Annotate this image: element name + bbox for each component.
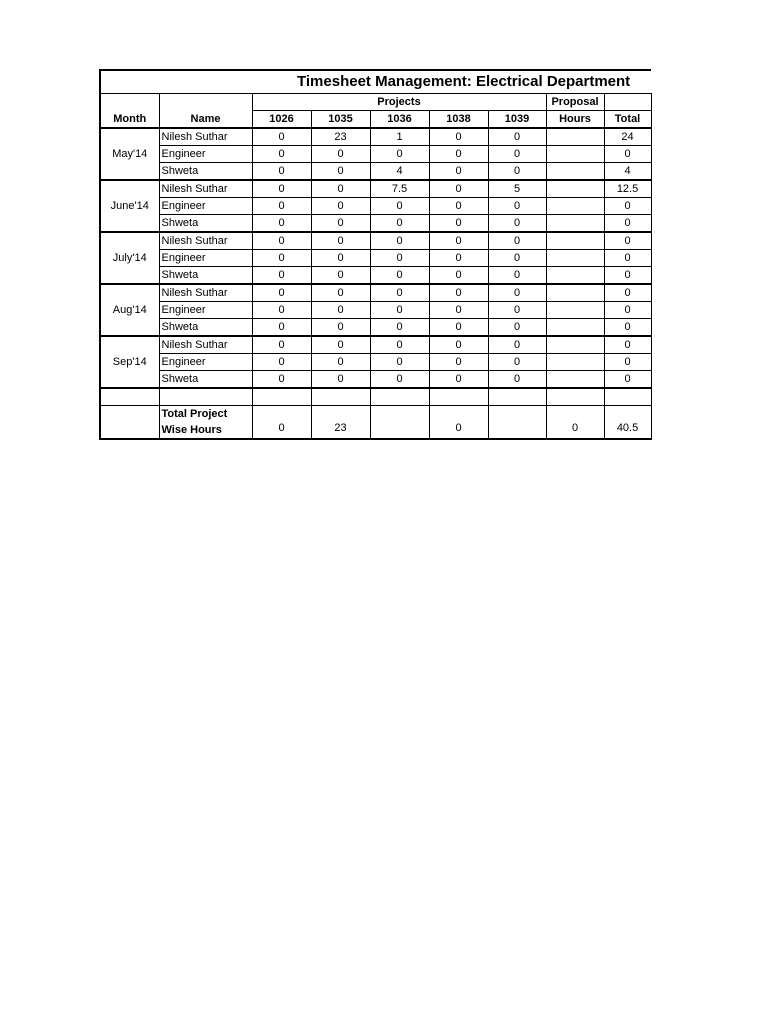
name-cell: Engineer [159,250,252,267]
project-hours-cell: 4 [370,163,429,181]
proposal-hours-cell [546,284,604,302]
project-hours-cell: 0 [252,336,311,354]
project-hours-cell: 23 [311,128,370,146]
table-row [100,250,651,267]
month-header: Month [100,94,159,129]
project-hours-cell: 0 [429,146,488,163]
project-hours-cell: 0 [488,336,546,354]
proposal-header-line1: Proposal [546,94,604,111]
project-hours-cell: 0 [370,319,429,337]
row-total-cell: 0 [604,146,651,163]
row-total-cell: 0 [604,284,651,302]
project-hours-cell: 1 [370,128,429,146]
project-total-cell: 23 [311,406,370,440]
timesheet [99,69,650,440]
name-cell: Engineer [159,302,252,319]
project-hours-cell: 0 [429,354,488,371]
project-hours-cell: 0 [311,215,370,233]
empty-cell [252,388,311,406]
timesheet-table [99,69,652,440]
project-hours-cell: 0 [252,163,311,181]
project-hours-cell: 0 [252,319,311,337]
row-total-cell: 12.5 [604,180,651,198]
proposal-header-line2: Hours [546,111,604,129]
table-row [100,128,651,146]
row-total-cell: 4 [604,163,651,181]
name-header: Name [159,94,252,129]
project-total-cell: 0 [429,406,488,440]
row-total-cell: 0 [604,232,651,250]
project-hours-cell: 0 [311,354,370,371]
name-cell: Nilesh Suthar [159,232,252,250]
totals-label-line2: Wise Hours [161,424,222,436]
project-total-cell [488,406,546,440]
row-total-cell: 0 [604,354,651,371]
project-hours-cell: 0 [370,371,429,389]
project-hours-cell: 0 [370,146,429,163]
table-row [100,232,651,250]
table-row [100,354,651,371]
row-total-cell: 24 [604,128,651,146]
row-total-cell: 0 [604,371,651,389]
projects-header: Projects [252,94,546,111]
project-hours-cell: 0 [311,302,370,319]
table-row [100,302,651,319]
name-cell: Nilesh Suthar [159,180,252,198]
project-hours-cell: 0 [429,302,488,319]
proposal-hours-cell [546,232,604,250]
row-total-cell: 0 [604,267,651,285]
month-cell: Aug'14 [100,284,159,336]
month-cell: May'14 [100,128,159,180]
project-hours-cell: 5 [488,180,546,198]
table-row [100,284,651,302]
name-cell: Nilesh Suthar [159,128,252,146]
proposal-hours-cell [546,198,604,215]
sheet-title: Timesheet Management: Electrical Department [100,70,651,94]
table-row [100,198,651,215]
row-total-cell: 0 [604,215,651,233]
project-hours-cell: 0 [252,232,311,250]
project-hours-cell: 0 [429,215,488,233]
project-hours-cell: 0 [488,267,546,285]
project-hours-cell: 0 [429,267,488,285]
project-hours-cell: 0 [311,250,370,267]
name-cell: Nilesh Suthar [159,284,252,302]
project-hours-cell: 0 [311,267,370,285]
project-hours-cell: 0 [429,336,488,354]
project-hours-cell: 0 [370,284,429,302]
proposal-hours-cell [546,180,604,198]
name-cell: Engineer [159,354,252,371]
project-hours-cell: 0 [429,180,488,198]
project-hours-cell: 0 [370,215,429,233]
project-hours-cell: 0 [311,146,370,163]
empty-cell [311,388,370,406]
project-hours-cell: 0 [370,336,429,354]
project-hours-cell: 0 [252,354,311,371]
table-row [100,180,651,198]
row-total-cell: 0 [604,319,651,337]
project-hours-cell: 0 [311,284,370,302]
name-cell: Shweta [159,319,252,337]
row-total-cell: 0 [604,302,651,319]
project-hours-cell: 0 [370,250,429,267]
project-hours-cell: 0 [429,250,488,267]
project-hours-cell: 7.5 [370,180,429,198]
project-hours-cell: 0 [370,232,429,250]
project-hours-cell: 0 [370,354,429,371]
empty-cell [546,388,604,406]
table-row [100,267,651,285]
proposal-hours-cell [546,128,604,146]
table-row [100,163,651,181]
project-hours-cell: 0 [488,319,546,337]
name-cell: Shweta [159,163,252,181]
name-cell: Shweta [159,267,252,285]
header-row-1 [100,94,651,111]
proposal-hours-cell [546,146,604,163]
table-row [100,371,651,389]
project-hours-cell: 0 [252,371,311,389]
proposal-hours-cell [546,302,604,319]
table-row [100,146,651,163]
project-hours-cell: 0 [429,198,488,215]
project-hours-cell: 0 [370,267,429,285]
project-code-header: 1026 [252,111,311,129]
project-hours-cell: 0 [311,336,370,354]
project-hours-cell: 0 [488,232,546,250]
project-hours-cell: 0 [252,302,311,319]
empty-cell [370,388,429,406]
grand-total-cell: 40.5 [604,406,651,440]
project-hours-cell: 0 [429,319,488,337]
project-code-header: 1036 [370,111,429,129]
totals-row [100,406,651,440]
month-cell: June'14 [100,180,159,232]
proposal-hours-cell [546,250,604,267]
project-hours-cell: 0 [252,128,311,146]
project-hours-cell: 0 [311,198,370,215]
table-row [100,336,651,354]
project-hours-cell: 0 [311,371,370,389]
proposal-hours-cell [546,215,604,233]
project-hours-cell: 0 [488,163,546,181]
name-cell: Engineer [159,146,252,163]
empty-cell [100,406,159,440]
project-total-cell: 0 [252,406,311,440]
proposal-hours-cell [546,371,604,389]
project-hours-cell: 0 [488,371,546,389]
name-cell: Engineer [159,198,252,215]
project-hours-cell: 0 [252,146,311,163]
project-hours-cell: 0 [252,267,311,285]
proposal-hours-cell [546,163,604,181]
row-total-cell: 0 [604,198,651,215]
project-hours-cell: 0 [429,371,488,389]
project-hours-cell: 0 [311,232,370,250]
proposal-hours-cell [546,267,604,285]
project-hours-cell: 0 [252,250,311,267]
table-row [100,215,651,233]
row-total-cell: 0 [604,250,651,267]
project-hours-cell: 0 [488,354,546,371]
proposal-hours-cell [546,319,604,337]
project-hours-cell: 0 [429,232,488,250]
spacer-row [100,388,651,406]
month-cell: Sep'14 [100,336,159,388]
proposal-hours-cell [546,336,604,354]
name-cell: Nilesh Suthar [159,336,252,354]
name-cell: Shweta [159,215,252,233]
name-cell: Shweta [159,371,252,389]
project-hours-cell: 0 [488,284,546,302]
proposal-total-cell: 0 [546,406,604,440]
project-hours-cell: 0 [252,198,311,215]
project-hours-cell: 0 [370,198,429,215]
row-total-cell: 0 [604,336,651,354]
project-hours-cell: 0 [429,163,488,181]
project-hours-cell: 0 [429,128,488,146]
project-hours-cell: 0 [488,215,546,233]
project-hours-cell: 0 [488,198,546,215]
empty-cell [488,388,546,406]
project-hours-cell: 0 [311,163,370,181]
total-header: Total [604,111,651,129]
project-hours-cell: 0 [488,250,546,267]
project-hours-cell: 0 [429,284,488,302]
title-row [100,70,651,94]
project-code-header: 1035 [311,111,370,129]
empty-cell [159,388,252,406]
total-header-top [604,94,651,111]
project-hours-cell: 0 [488,128,546,146]
project-hours-cell: 0 [370,302,429,319]
project-code-header: 1039 [488,111,546,129]
project-hours-cell: 0 [252,180,311,198]
empty-cell [100,388,159,406]
month-cell: July'14 [100,232,159,284]
totals-label-line1: Total Project [161,408,228,420]
project-total-cell [370,406,429,440]
project-code-header: 1038 [429,111,488,129]
proposal-hours-cell [546,354,604,371]
project-hours-cell: 0 [311,180,370,198]
empty-cell [429,388,488,406]
totals-label [159,406,252,440]
project-hours-cell: 0 [488,302,546,319]
table-row [100,319,651,337]
project-hours-cell: 0 [252,215,311,233]
project-hours-cell: 0 [311,319,370,337]
project-hours-cell: 0 [488,146,546,163]
project-hours-cell: 0 [252,284,311,302]
empty-cell [604,388,651,406]
